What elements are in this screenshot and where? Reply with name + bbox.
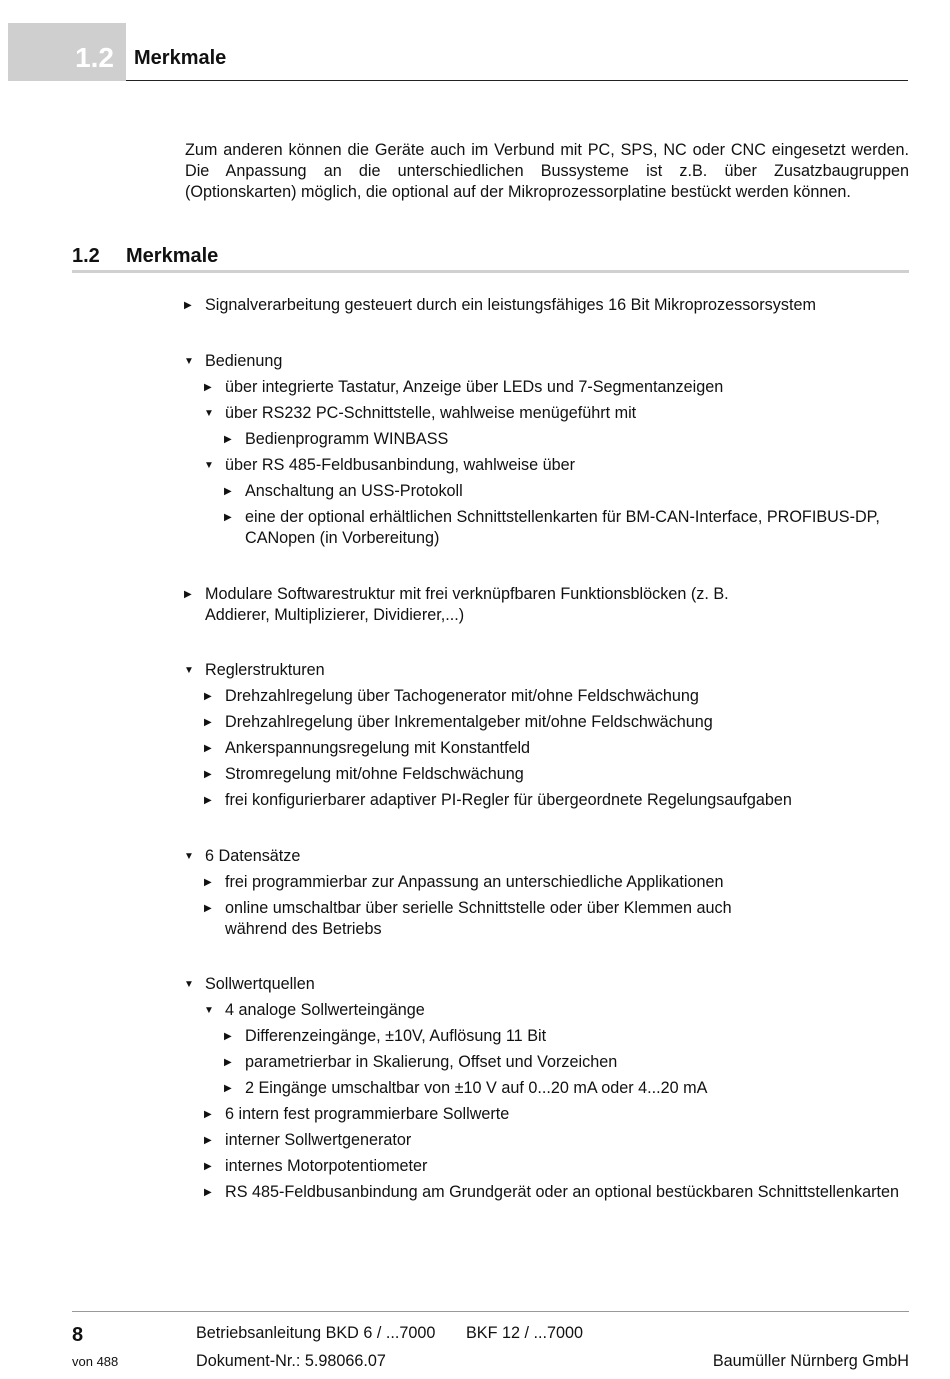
list-item: ▶ Signalverarbeitung gesteuert durch ein leistungsfähiges 16 Bit Mikroprozessorsystem	[184, 296, 816, 314]
list-item: ▼ 6 Datensätze	[184, 847, 301, 865]
list-item: ▼ 4 analoge Sollwerteingänge	[204, 1001, 425, 1019]
bullet-arrow-icon: ▶	[224, 434, 232, 445]
bullet-down-icon: ▼	[184, 665, 194, 676]
chapter-number-box: 1.2	[8, 23, 126, 81]
bullet-arrow-icon: ▶	[204, 1161, 212, 1172]
bullet-arrow-icon: ▶	[204, 1187, 212, 1198]
list-item: ▶ Anschaltung an USS-Protokoll	[224, 482, 463, 500]
bullet-arrow-icon: ▶	[204, 877, 212, 888]
list-item: ▶ 6 intern fest programmierbare Sollwerte	[204, 1105, 510, 1123]
list-item: ▶ online umschaltbar über serielle Schnittstelle oder über Klemmen auch während des Betriebs	[204, 899, 732, 938]
chapter-title: Merkmale	[134, 47, 227, 69]
list-item: ▶ Bedienprogramm WINBASS	[224, 430, 449, 448]
bullet-arrow-icon: ▶	[204, 691, 212, 702]
bullet-arrow-icon: ▶	[224, 486, 232, 497]
bullet-down-icon: ▼	[204, 1005, 214, 1016]
bullet-arrow-icon: ▶	[224, 1083, 232, 1094]
list-item: ▶ internes Motorpotentiometer	[204, 1157, 428, 1175]
list-item: ▼ Sollwertquellen	[184, 975, 315, 993]
list-item: ▼ über RS232 PC-Schnittstelle, wahlweise menügeführt mit	[204, 404, 637, 422]
section-title: Merkmale	[126, 245, 219, 267]
list-item: ▶ Drehzahlregelung über Tachogenerator mit/ohne Feldschwächung	[204, 687, 699, 705]
bullet-arrow-icon: ▶	[204, 382, 212, 393]
manual-title: Betriebsanleitung BKD 6 / ...7000	[196, 1324, 436, 1342]
bullet-arrow-icon: ▶	[204, 743, 212, 754]
footer-rule	[72, 1311, 909, 1312]
list-item: ▶ parametrierbar in Skalierung, Offset und Vorzeichen	[224, 1053, 618, 1071]
bullet-arrow-icon: ▶	[204, 769, 212, 780]
list-item: ▼ Reglerstrukturen	[184, 661, 325, 679]
page-count: von 488	[72, 1354, 119, 1369]
list-item: ▶ interner Sollwertgenerator	[204, 1131, 412, 1149]
bullet-arrow-icon: ▶	[204, 1135, 212, 1146]
document-number: Dokument-Nr.: 5.98066.07	[196, 1352, 386, 1370]
bullet-arrow-icon: ▶	[204, 795, 212, 806]
bullet-down-icon: ▼	[184, 979, 194, 990]
list-item: ▶ Differenzeingänge, ±10V, Auflösung 11 Bit	[224, 1027, 547, 1045]
manual-title-2: BKF 12 / ...7000	[466, 1324, 583, 1342]
bullet-down-icon: ▼	[204, 408, 214, 419]
bullet-arrow-icon: ▶	[204, 903, 212, 914]
page-number: 8	[72, 1324, 84, 1346]
section-rule	[72, 270, 909, 273]
bullet-down-icon: ▼	[184, 851, 194, 862]
bullet-arrow-icon: ▶	[224, 1057, 232, 1068]
list-item: ▶ RS 485-Feldbusanbindung am Grundgerät oder an optional bestückbaren Schnittstellenkarten	[204, 1183, 900, 1201]
list-item: ▶ über integrierte Tastatur, Anzeige über LEDs und 7-Segmentanzeigen	[204, 378, 724, 396]
list-item: ▶ 2 Eingänge umschaltbar von ±10 V auf 0...20 mA oder 4...20 mA	[224, 1079, 708, 1097]
bullet-arrow-icon: ▶	[224, 512, 232, 523]
bullet-arrow-icon: ▶	[224, 1031, 232, 1042]
intro-paragraph: Zum anderen können die Geräte auch im Verbund mit PC, SPS, NC oder CNC eingesetzt werden. Die Anpassung an die unterschiedlichen Bussysteme ist z.B. über Zusatzbaugruppen (Optionskarten) möglich, die optional auf der Mikroprozessorplatine bestückt werden können.	[185, 141, 909, 201]
bullet-down-icon: ▼	[184, 356, 194, 367]
company-name: Baumüller Nürnberg GmbH	[712, 1352, 909, 1370]
list-item: ▶ eine der optional erhältlichen Schnittstellenkarten für BM-CAN-Interface, PROFIBUS-DP, CANopen (in Vorbereitung)	[224, 508, 880, 547]
bullet-arrow-icon: ▶	[184, 300, 192, 311]
list-item: ▶ Stromregelung mit/ohne Feldschwächung	[204, 765, 524, 783]
list-item: ▼ über RS 485-Feldbusanbindung, wahlweise über	[204, 456, 576, 474]
bullet-arrow-icon: ▶	[204, 1109, 212, 1120]
list-item: ▶ Drehzahlregelung über Inkrementalgeber mit/ohne Feldschwächung	[204, 713, 713, 731]
header-rule	[126, 80, 908, 81]
bullet-arrow-icon: ▶	[184, 589, 192, 600]
list-item: ▶ frei programmierbar zur Anpassung an unterschiedliche Applikationen	[204, 873, 724, 891]
list-item: ▼ Bedienung	[184, 352, 283, 370]
list-item: ▶ frei konfigurierbarer adaptiver PI-Regler für übergeordnete Regelungsaufgaben	[204, 791, 792, 809]
list-item: ▶ Ankerspannungsregelung mit Konstantfeld	[204, 739, 531, 757]
bullet-down-icon: ▼	[204, 460, 214, 471]
section-number: 1.2	[72, 245, 100, 267]
bullet-arrow-icon: ▶	[204, 717, 212, 728]
list-item: ▶ Modulare Softwarestruktur mit frei verknüpfbaren Funktionsblöcken (z. B. Addierer, Multiplizierer, Dividierer,...)	[184, 585, 729, 624]
